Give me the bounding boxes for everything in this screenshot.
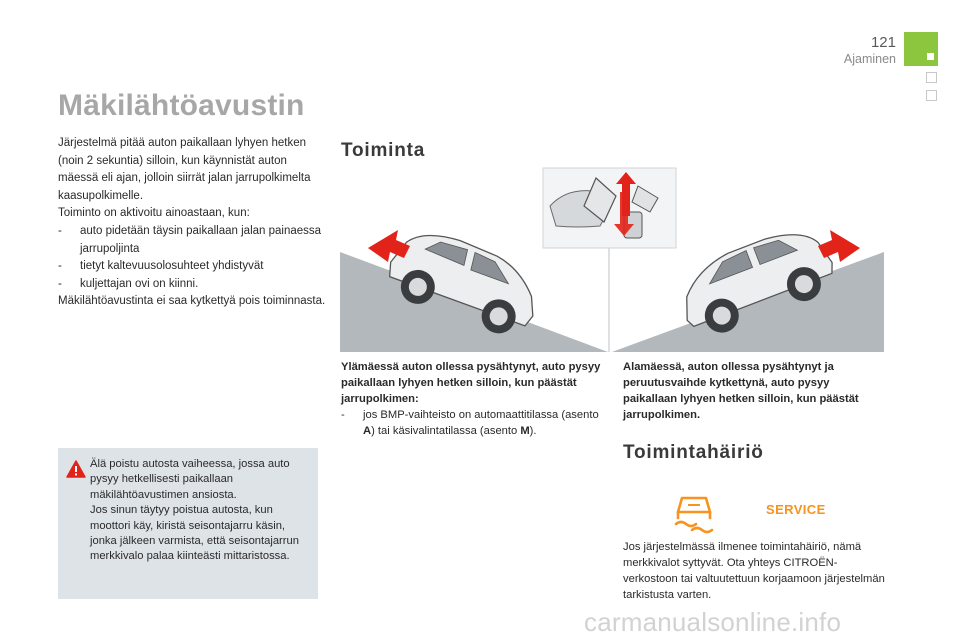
section-name: Ajaminen [843, 52, 896, 66]
list-item: - jos BMP-vaihteisto on automaattitilassa (asento A) tai käsivalintatilassa (asento M). [341, 409, 599, 437]
warning-box [58, 448, 318, 599]
watermark: carmanualsonline.info [584, 607, 842, 637]
fault-text: Jos järjestelmässä ilmenee toimintahäiriö, nämä merkkivalot syttyvät. Ota yhteys CITROËN-verkostoon tai valtuutettuun korjaamoon järjestelmän tarkistusta varten. [623, 541, 885, 601]
page-title: Mäkilähtöavustin [58, 89, 305, 122]
page-number: 121 [870, 34, 896, 51]
exclamation-warning-icon [66, 460, 86, 478]
chapter-tab-empty[interactable] [926, 90, 937, 101]
list-item: - tietyt kaltevuusolosuhteet yhdistyvät [58, 260, 264, 273]
fault-heading: Toimintahäiriö [623, 442, 764, 463]
warning-text: Älä poistu autosta vaiheessa, jossa auto pysyy hetkellisesti paikallaan mäkilähtöavustimen ansiosta. Jos sinun täytyy poistua autosta, kun moottori käy, kiristä seisontajarru käsin, jonka jälkeen varmista, että seisontajarrun merkkivalo palaa kiinteästi mittaristossa. [90, 458, 299, 563]
pedal-inset [543, 168, 676, 248]
list-item: - auto pidetään täysin paikallaan jalan painaessa jarrupoljinta [58, 224, 322, 255]
intro-text [58, 135, 326, 311]
brake-warning-icon [672, 494, 716, 534]
intro-condition: Toiminto on aktivoitu ainoastaan, kun: [58, 207, 250, 220]
uphill-caption: Ylämäessä auton ollessa pysähtynyt, auto pysyy paikallaan lyhyen hetken silloin, kun päästät jarrupolkimen: - jos BMP-vaihteisto on automaattitilassa (asento A) tai käsivalintatilassa (asento M). [341, 359, 603, 439]
hill-start-illustration [338, 166, 886, 356]
downhill-arrow [818, 230, 860, 262]
operation-heading: Toiminta [341, 140, 426, 161]
downhill-caption: Alamäessä, auton ollessa pysähtynyt ja peruutusvaihde kytkettynä, auto pysyy paikallaan lyhyen hetken silloin, kun päästät jarrupolkimen. [623, 361, 859, 421]
uphill-arrow [368, 230, 410, 262]
chapter-tab-marker [927, 53, 934, 60]
service-warning-label: SERVICE [766, 502, 826, 517]
intro-paragraph: Järjestelmä pitää auton paikallaan lyhyen hetken (noin 2 sekuntia) silloin, kun käynnistät auton mäessä eli ajan, jolloin siirrät jalan jarrupolkimelta kaasupolkimelle. [58, 137, 311, 202]
intro-note: Mäkilähtöavustinta ei saa kytkettyä pois toiminnasta. [58, 295, 326, 308]
chapter-tab[interactable] [904, 32, 938, 66]
list-item: - kuljettajan ovi on kiinni. [58, 277, 199, 290]
chapter-tab-empty[interactable] [926, 72, 937, 83]
